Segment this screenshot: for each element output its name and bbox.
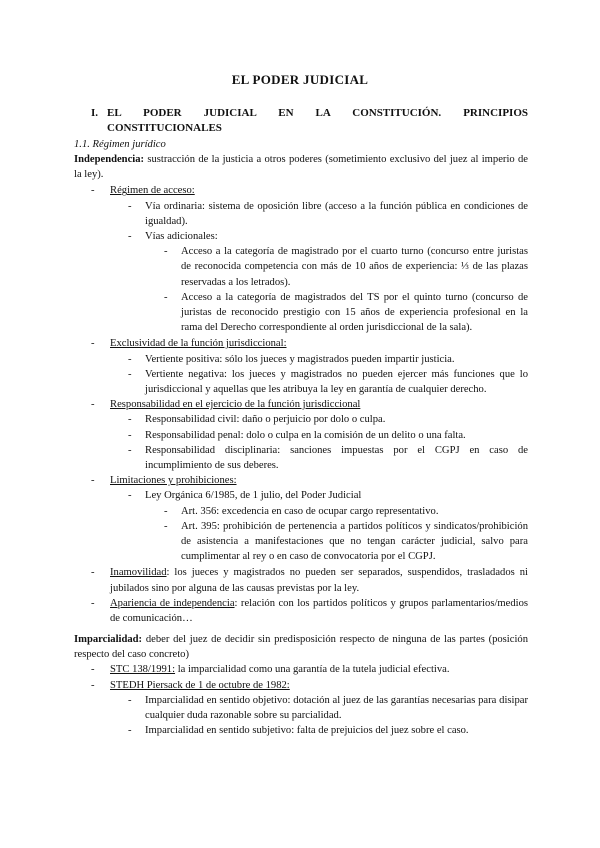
list-item	[74, 367, 528, 397]
list-item	[74, 183, 528, 198]
list-item	[74, 244, 528, 290]
via-ordinaria: Vía ordinaria: sistema de oposición libre (acceso a la función pública en condiciones de igualdad).	[145, 200, 528, 227]
stc-text: la imparcialidad como una garantía de la tutela judicial efectiva.	[175, 664, 450, 676]
bullet: -	[164, 505, 168, 517]
bullet: -	[164, 246, 168, 258]
bullet: -	[128, 368, 132, 380]
list-item	[74, 519, 528, 565]
limitaciones-label: Limitaciones y prohibiciones:	[110, 475, 237, 487]
bullet: -	[91, 679, 95, 691]
section-number: I.	[91, 107, 99, 119]
list-item	[74, 565, 528, 595]
list-item	[74, 397, 528, 412]
bullet: -	[128, 444, 132, 456]
bullet: -	[91, 185, 95, 197]
vertiente-positiva: Vertiente positiva: sólo los jueces y magistrados pueden impartir justicia.	[145, 353, 455, 365]
section-heading	[91, 106, 528, 136]
inamovilidad-text: : los jueces y magistrados no pueden ser separados, suspendidos, trasladados ni jubilados sino por alguna de las causas previstas por la ley.	[110, 567, 528, 594]
stc-label: STC 138/1991:	[110, 664, 176, 676]
acceso-label: Régimen de acceso:	[110, 185, 195, 197]
vias-adicionales: Vías adicionales:	[145, 231, 218, 243]
bullet: -	[128, 725, 132, 737]
subsection-heading: 1.1. Régimen jurídico	[74, 139, 166, 150]
imparcialidad-block	[74, 632, 528, 738]
page-title: EL PODER JUDICIAL	[231, 72, 369, 87]
apariencia-text: : relación con los partidos políticos y grupos parlamentarios/medios de comunicación…	[110, 597, 528, 625]
list-item	[74, 199, 528, 229]
section-title-line1: EL PODER JUDICIAL EN LA CONSTITUCIÓN. PRINCIPIOS	[107, 107, 528, 119]
imparcialidad-paragraph	[74, 632, 528, 662]
bullet: -	[91, 664, 95, 676]
bullet: -	[128, 353, 132, 365]
imparcialidad-objetivo: Imparcialidad en sentido objetivo: dotación al juez de las garantías necesarias para disipar cualquier duda razonable sobre su parcialidad.	[145, 694, 528, 722]
bullet: -	[91, 475, 95, 487]
stedh-label: STEDH Piersack de 1 de octubre de 1982:	[110, 679, 290, 691]
imparcialidad-term: Imparcialidad:	[74, 634, 143, 645]
list-item	[74, 229, 528, 244]
bullet: -	[128, 429, 132, 441]
bullet: -	[128, 490, 132, 502]
art-356: Art. 356: excedencia en caso de ocupar cargo representativo.	[181, 505, 439, 517]
list-item	[74, 504, 528, 519]
independencia-text: sustracción de la justicia a otros poderes (sometimiento exclusivo del juez al imperio de la ley).	[74, 154, 528, 181]
bullet: -	[128, 414, 132, 426]
list-item	[74, 693, 528, 723]
exclusividad-label: Exclusividad de la función jurisdiccional:	[110, 338, 287, 350]
vertiente-negativa: Vertiente negativa: los jueces y magistrados no pueden ejercer más funciones que lo jurisdiccional y aquellas que les atribuya la ley en garantía de cualquier derecho.	[145, 368, 528, 396]
cuarto-turno: Acceso a la categoría de magistrado por el cuarto turno (concurso entre juristas de reconocida competencia con más de 10 años de experiencia: ⅓ de las plazas reservadas a los letrados).	[181, 246, 528, 288]
responsabilidad-civil: Responsabilidad civil: daño o perjuicio por dolo o culpa.	[145, 414, 386, 426]
list-item	[74, 428, 528, 443]
list-item	[74, 352, 528, 367]
bullet: -	[91, 338, 95, 350]
responsabilidad-disciplinaria: Responsabilidad disciplinaria: sanciones impuestas por el CGPJ en caso de incumplimiento de sus deberes.	[145, 444, 528, 472]
list-item	[74, 412, 528, 427]
list-item	[74, 473, 528, 488]
imparcialidad-subjetivo: Imparcialidad en sentido subjetivo: falta de prejuicios del juez sobre el caso.	[145, 725, 469, 737]
list-item	[74, 443, 528, 473]
imparcialidad-text: deber del juez de decidir sin predisposición respecto de ninguna de las partes (posición respecto del caso concreto)	[74, 634, 528, 661]
bullet: -	[164, 520, 168, 532]
list-item	[74, 723, 528, 738]
bullet: -	[128, 231, 132, 243]
responsabilidad-label: Responsabilidad en el ejercicio de la función jurisdiccional	[110, 399, 361, 411]
bullet: -	[128, 200, 132, 212]
list-item	[74, 662, 528, 677]
bullet: -	[164, 291, 168, 303]
art-395: Art. 395: prohibición de pertenencia a partidos políticos y sindicatos/prohibición de asistencia a manifestaciones que no tengan carácter judicial, salvo para cumplimentar al rey o en caso de convocatoria por el CGPJ.	[181, 520, 528, 563]
inamovilidad-label: Inamovilidad	[110, 567, 167, 579]
bullet: -	[91, 567, 95, 579]
ley-organica: Ley Orgánica 6/1985, de 1 julio, del Poder Judicial	[145, 490, 362, 502]
bullet: -	[91, 597, 95, 609]
list-item	[74, 290, 528, 336]
responsabilidad-penal: Responsabilidad penal: dolo o culpa en la comisión de un delito o una falta.	[145, 429, 466, 441]
list-item	[74, 678, 528, 693]
bullet: -	[128, 694, 132, 706]
quinto-turno: Acceso a la categoría de magistrados del TS por el quinto turno (concurso de juristas de reconocido prestigio con 15 años de experiencia profesional en la rama del Derecho correspondiente al orden jurisdiccional de la sala).	[181, 291, 528, 334]
section-title-line2: CONSTITUCIONALES	[107, 122, 222, 134]
independencia-block	[74, 152, 528, 626]
list-item	[74, 488, 528, 503]
list-item	[74, 336, 528, 351]
list-item	[74, 596, 528, 626]
apariencia-label: Apariencia de independencia	[110, 597, 235, 609]
independencia-term: Independencia:	[74, 154, 145, 165]
bullet: -	[91, 399, 95, 411]
independencia-paragraph	[74, 152, 528, 182]
